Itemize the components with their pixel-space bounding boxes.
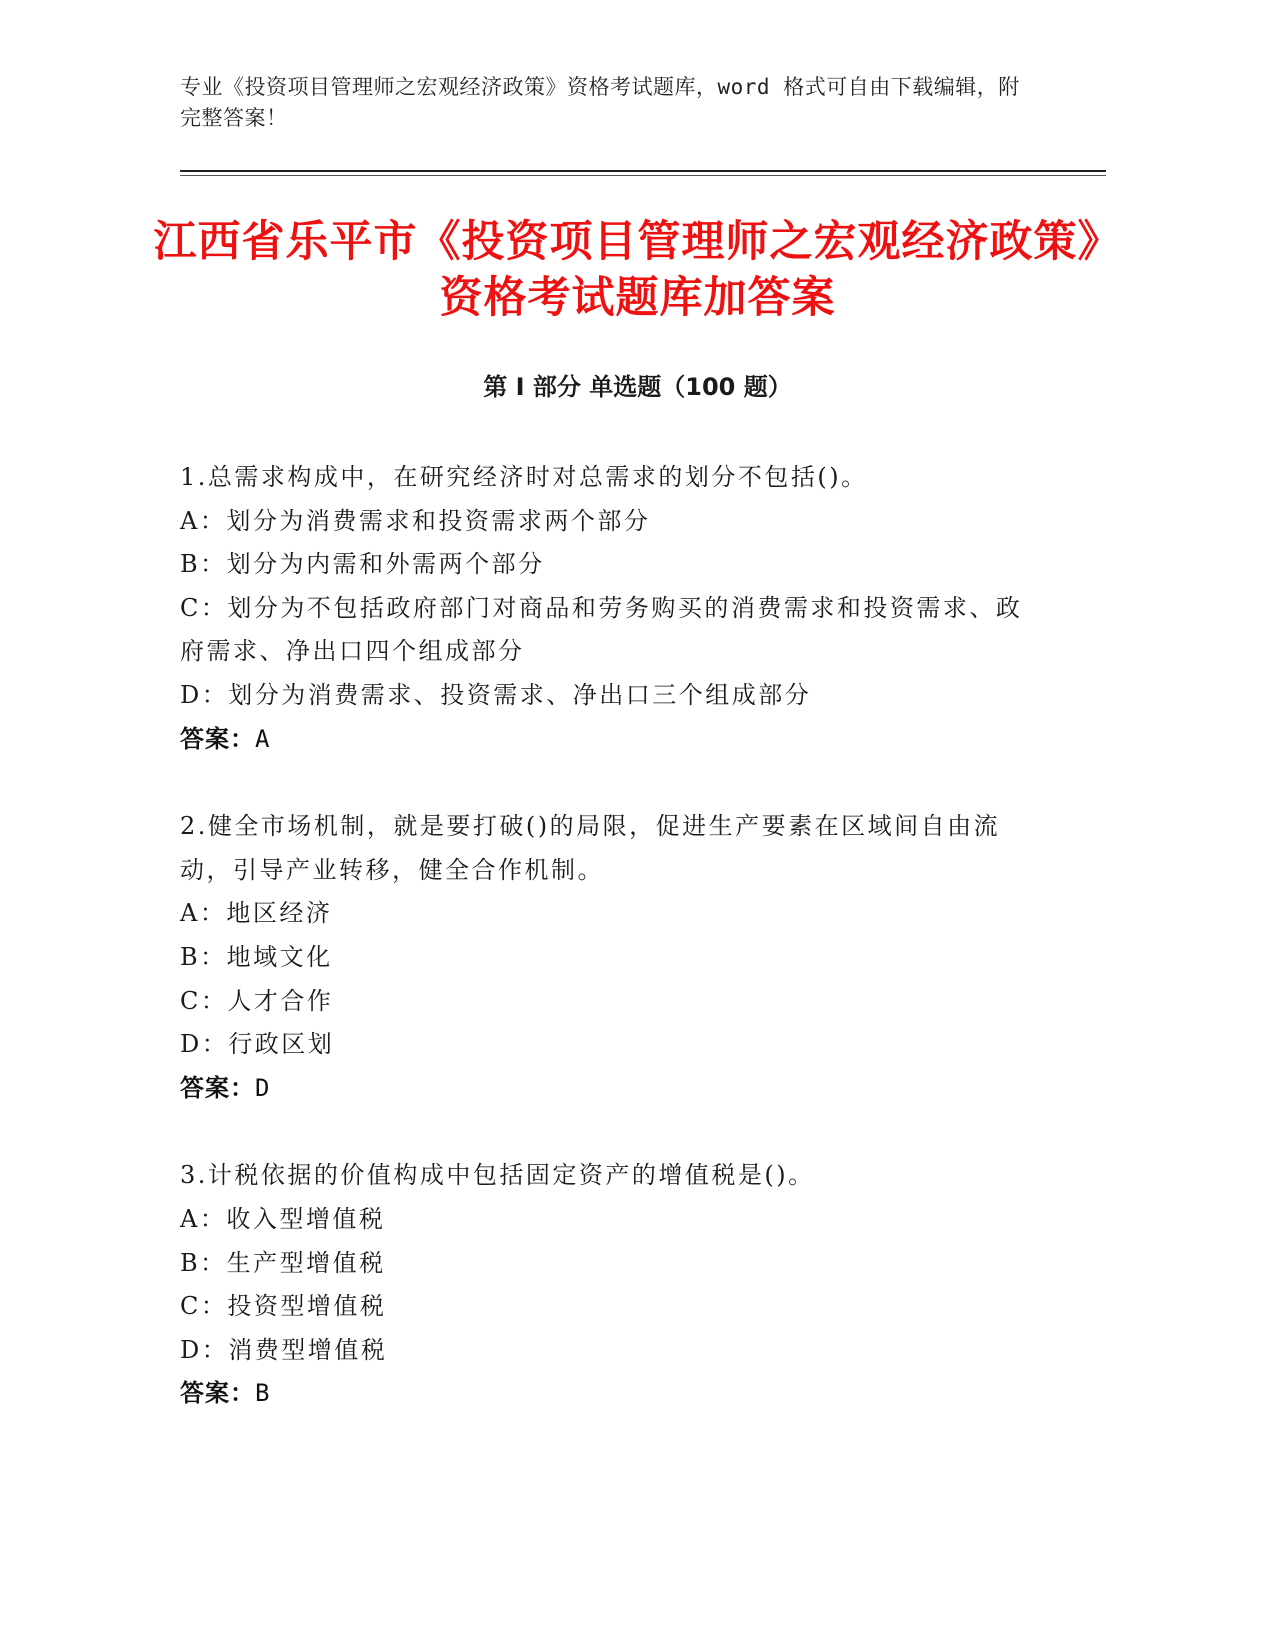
option-d: D：行政区划 <box>180 1030 335 1059</box>
answer-value: D <box>255 1073 271 1102</box>
question-list <box>180 456 1040 1460</box>
header-rule-thin <box>180 175 1106 176</box>
answer-line <box>180 1067 1040 1111</box>
header-note: 专业《投资项目管理师之宏观经济政策》资格考试题库，word 格式可自由下载编辑，附完整答案！ <box>180 75 1020 130</box>
answer-value: A <box>255 724 271 753</box>
option-b: B：划分为内需和外需两个部分 <box>180 550 545 579</box>
option-d: D：消费型增值税 <box>180 1335 388 1364</box>
option-d: D：划分为消费需求、投资需求、净出口三个组成部分 <box>180 680 812 709</box>
question-1 <box>180 456 1040 761</box>
option-a: A：划分为消费需求和投资需求两个部分 <box>180 506 651 535</box>
answer-value: B <box>255 1379 271 1408</box>
question-2 <box>180 805 1040 1110</box>
answer-line <box>180 1372 1040 1416</box>
answer-label: 答案： <box>180 1073 255 1102</box>
section-title: 第 I 部分 单选题（100 题） <box>483 373 792 401</box>
option-a: A：地区经济 <box>180 899 333 928</box>
option-c: C：划分为不包括政府部门对商品和劳务购买的消费需求和投资需求、政府需求、净出口四个组成部分 <box>180 593 1023 666</box>
option-a: A：收入型增值税 <box>180 1204 386 1233</box>
option-b: B：生产型增值税 <box>180 1248 386 1277</box>
question-stem: 2.健全市场机制，就是要打破()的局限，促进生产要素在区域间自由流动，引导产业转移，健全合作机制。 <box>180 812 1001 884</box>
document-title: 江西省乐平市《投资项目管理师之宏观经济政策》资格考试题库加答案 <box>153 217 1122 323</box>
option-c: C：投资型增值税 <box>180 1292 387 1321</box>
question-stem: 1.总需求构成中，在研究经济时对总需求的划分不包括()。 <box>180 463 868 491</box>
option-b: B：地域文化 <box>180 942 333 971</box>
option-c: C：人才合作 <box>180 986 334 1015</box>
answer-label: 答案： <box>180 724 255 753</box>
question-3 <box>180 1154 1040 1416</box>
answer-label: 答案： <box>180 1379 255 1408</box>
header-rule-thick <box>180 170 1106 172</box>
answer-line <box>180 718 1040 762</box>
question-stem: 3.计税依据的价值构成中包括固定资产的增值税是()。 <box>180 1161 815 1190</box>
